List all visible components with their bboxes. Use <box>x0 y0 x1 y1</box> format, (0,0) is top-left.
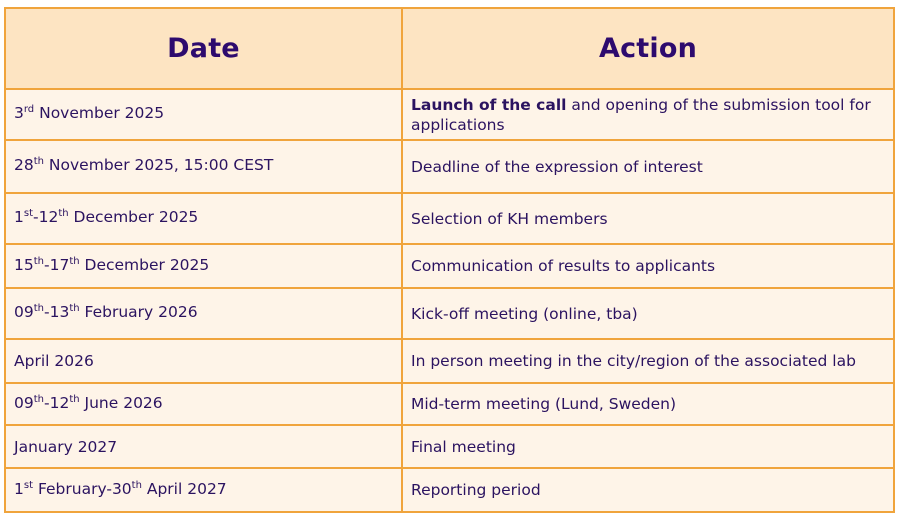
header-date: Date <box>5 8 402 89</box>
action-cell: Communication of results to applicants <box>402 244 894 288</box>
date-cell: 1st-12th December 2025 <box>5 193 402 244</box>
action-bold-text: Launch of the call <box>411 95 567 114</box>
date-cell: April 2026 <box>5 339 402 383</box>
schedule-table <box>4 7 895 513</box>
table-row <box>5 425 894 468</box>
action-cell: In person meeting in the city/region of the associated lab <box>402 339 894 383</box>
action-cell: Deadline of the expression of interest <box>402 140 894 193</box>
date-cell: 09th-12th June 2026 <box>5 383 402 425</box>
date-cell: 28th November 2025, 15:00 CEST <box>5 140 402 193</box>
date-cell: 1st February-30th April 2027 <box>5 468 402 512</box>
table-row <box>5 468 894 512</box>
table-row <box>5 383 894 425</box>
table-header-row <box>5 8 894 89</box>
action-cell: Kick-off meeting (online, tba) <box>402 288 894 339</box>
date-cell: 09th-13th February 2026 <box>5 288 402 339</box>
date-cell: 3rd November 2025 <box>5 89 402 140</box>
action-cell: Launch of the call and opening of the submission tool for applications <box>402 89 894 140</box>
date-cell: 15th-17th December 2025 <box>5 244 402 288</box>
action-cell: Final meeting <box>402 425 894 468</box>
table-row <box>5 244 894 288</box>
date-cell: January 2027 <box>5 425 402 468</box>
action-cell: Reporting period <box>402 468 894 512</box>
table-row <box>5 193 894 244</box>
table-row <box>5 339 894 383</box>
table-row <box>5 140 894 193</box>
action-cell: Selection of KH members <box>402 193 894 244</box>
action-cell: Mid-term meeting (Lund, Sweden) <box>402 383 894 425</box>
table-row <box>5 89 894 140</box>
table-row <box>5 288 894 339</box>
header-action: Action <box>402 8 894 89</box>
